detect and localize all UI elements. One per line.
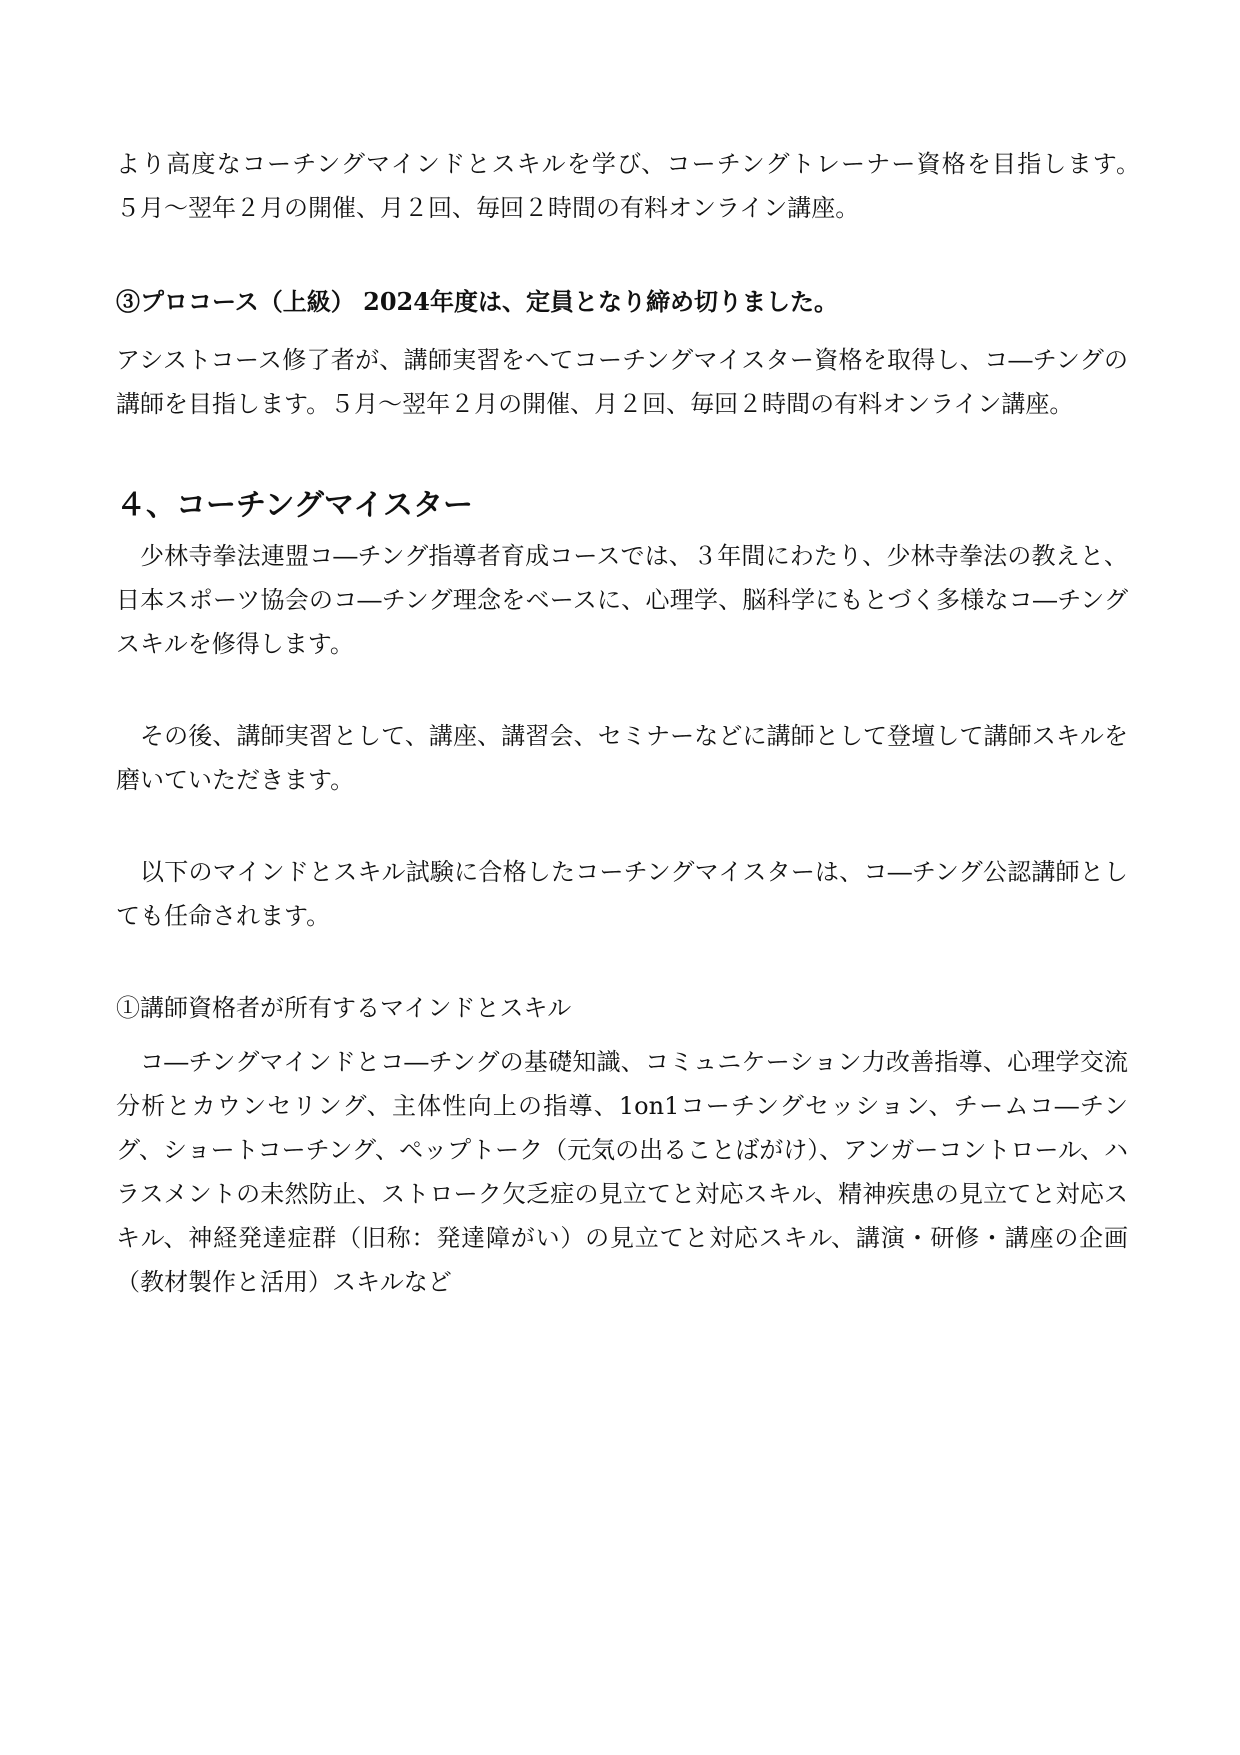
pro-course-description: アシストコース修了者が、講師実習をへてコーチングマイスター資格を取得し、コ―チングの講師を目指します。５月〜翌年２月の開催、月２回、毎回２時間の有料オンライン講座。	[116, 346, 1128, 418]
meister-intro-paragraph: 少林寺拳法連盟コ―チング指導者育成コースでは、３年間にわたり、少林寺拳法の教えと、日本スポーツ協会のコ―チング理念をベースに、心理学、脳科学にもとづく多様なコ―チングスキルを修得します。	[116, 542, 1128, 658]
meister-practice-paragraph: その後、講師実習として、講座、講習会、セミナーなどに講師として登壇して講師スキルを磨いていただきます。	[116, 722, 1128, 794]
skills-title: ①講師資格者が所有するマインドとスキル	[116, 994, 572, 1022]
section-4-heading: ４、コーチングマイスター	[116, 488, 473, 523]
pro-course-title: ③プロコース（上級） 2024年度は、定員となり締め切りました。	[116, 287, 838, 316]
assist-course-description: より高度なコーチングマインドとスキルを学び、コーチングトレーナー資格を目指します。 ５月〜翌年２月の開催、月２回、毎回２時間の有料オンライン講座。	[116, 150, 1152, 222]
meister-certified-paragraph: 以下のマインドとスキル試験に合格したコーチングマイスターは、コ―チング公認講師としても任命されます。	[116, 858, 1128, 930]
skills-list-paragraph: コ―チングマインドとコ―チングの基礎知識、コミュニケーション力改善指導、心理学交流分析とカウンセリング、主体性向上の指導、1on1コーチングセッション、チームコ―チング、ショートコーチング、ペップトーク（元気の出ることばがけ）、アンガーコントロール、ハラスメントの未然防止、ストローク欠乏症の見立てと対応スキル、精神疾患の見立てと対応スキル、神経発達症群（旧称：発達障がい）の見立てと対応スキル、講演・研修・講座の企画（教材製作と活用）スキルなど	[116, 1048, 1128, 1296]
